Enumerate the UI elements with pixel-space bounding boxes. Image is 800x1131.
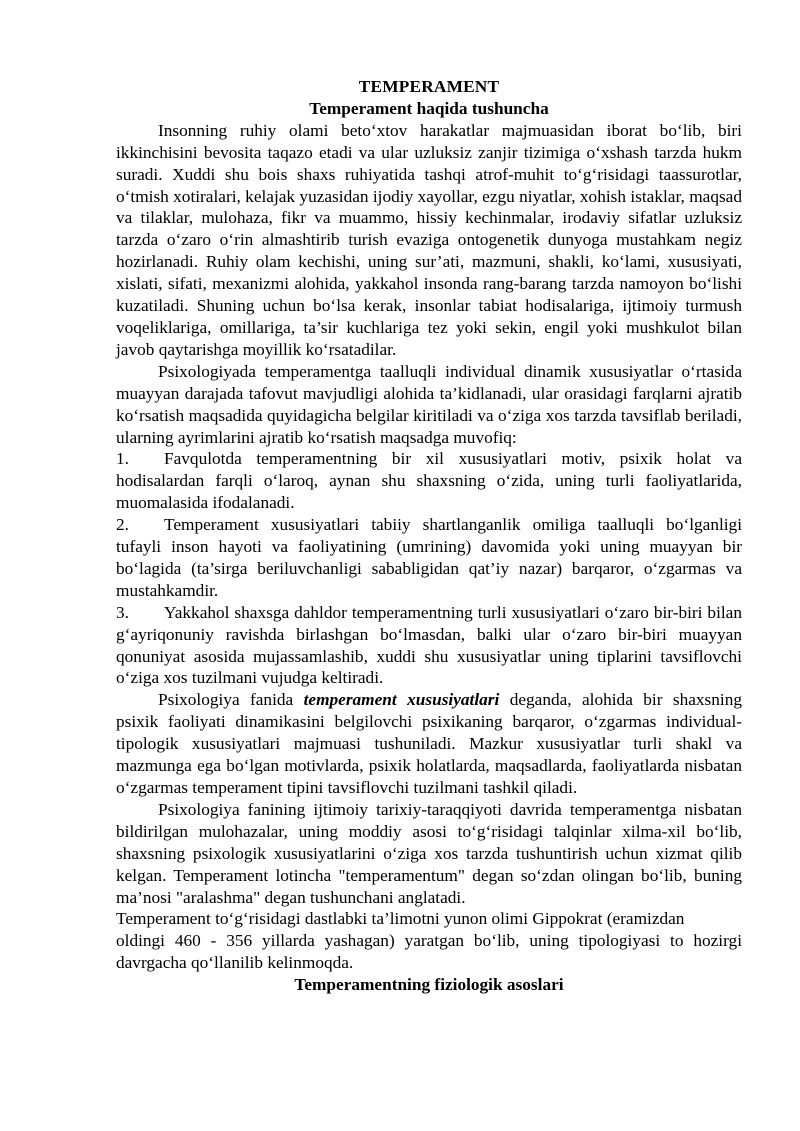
paragraph-3-end: deganda, alohida bir shaxsning psixik faoliyati dinamikasini belgilovchi psixikaning barqaror, o‘zgarmas individual-tipologik xususiyatlari majmuasi tushuniladi. Mazkur xususiyatlar turli shakl va mazmunga ega bo‘lgan motivlarda, psixik holatlarda, maqsadlarda, faoliyatlarda nisbatan o‘zgarmas temperament tipini tavsiflovchi tuzilmani tashkil qiladi. <box>116 690 742 797</box>
emphasized-term: temperament xususiyatlari <box>303 690 500 710</box>
list-text: Temperament xususiyatlari tabiiy shartlanganlik omiliga taalluqli bo‘lganligi tufayli inson hayoti va faoliyatining (umrining) davomida yoki uning muayyan bir bo‘lagida (ta’sirga beriluvchanligi sababligidan qat’iy nazar) barqaror, o‘zgarmas va mustahkamdir. <box>116 515 742 600</box>
paragraph-3-start: Psixologiya fanida <box>158 690 304 710</box>
paragraph-1: Insonning ruhiy olami beto‘xtov harakatlar majmuasidan iborat bo‘lib, biri ikkinchisini bevosita taqazo etadi va ular uzluksiz zanjir tizimiga o‘xshash tarzda hukm suradi. Xuddi shu bois shaxs ruhiyatida tashqi atrof-muhit to‘g‘risidagi taassurotlar, o‘tmish xotiralari, kelajak yuzasidan ijodiy xayollar, ezgu niyatlar, xohish istaklar, maqsad va tilaklar, mulohaza, fikr va muammo, hissiy kechinmalar, irodaviy sifatlar uzluksiz tarzda o‘zaro o‘rin almashtirib turish evaziga ontogenetik dunyoga mustahkam negiz hozirlanadi. Ruhiy olam kechishi, uning sur’ati, mazmuni, shakli, ko‘lami, xususiyati, xislati, sifati, mexanizmi alohida, yakkahol insonda rang-barang tarzda namoyon bo‘lishi kuzatiladi. Shuning uchun bo‘lsa kerak, insonlar tabiat hodisalariga, ijtimoiy turmush voqeliklariga, omillariga, ta’sir kuchlariga tez yoki sekin, engil yoki mushkulot bilan javob qaytarishga moyillik ko‘rsatadilar. <box>116 120 742 359</box>
document-subtitle: Temperament haqida tushuncha <box>309 98 549 118</box>
list-item-2 <box>116 514 742 602</box>
list-text: Favqulotda temperamentning bir xil xususiyatlari motiv, psixik holat va hodisalardan farqli o‘laroq, aynan shu shaxsning o‘zida, uning turli faoliyatlarida, muomalasida ifodalanadi. <box>116 449 742 513</box>
paragraph-5 <box>116 908 742 974</box>
paragraph-2: Psixologiyada temperamentga taalluqli individual dinamik xususiyatlar o‘rtasida muayyan darajada tafovut mavjudligi alohida ta’kidlanadi, ular orasidagi farqlarni ajratib ko‘rsatish maqsadida quyidagicha belgilar kiritiladi va o‘ziga xos tarzda tavsiflab beriladi, ularning ayrimlarini ajratib ko‘rsatish maqsadga muvofiq: <box>116 361 742 447</box>
list-text: Yakkahol shaxsga dahldor temperamentning turli xususiyatlari o‘zaro bir-biri bilan g‘ayriqonuniy ravishda birlashgan bo‘lmasdan, balki ular o‘zaro bir-biri muayyan qonuniyat asosida mujassamlashib, xuddi shu xususiyatlar uning tiplarini tavsiflovchi o‘ziga xos tuzilmani vujudga keltiradi. <box>116 602 742 688</box>
list-number: 2. <box>116 515 129 535</box>
paragraph-4: Psixologiya fanining ijtimoiy tarixiy-taraqqiyoti davrida temperamentga nisbatan bildirilgan mulohazalar, uning moddiy asosi to‘g‘risidagi talqinlar xilma-xil bo‘lib, shaxsning psixologik xususiyatlarini o‘ziga xos tarzda tushuntirish uchun xizmat qilib kelgan. Temperament lotincha "temperamentum" degan so‘zdan olingan bo‘lib, buning ma’nosi "aralashma" degan tushunchani anglatadi. <box>116 799 742 907</box>
list-item-3 <box>116 602 742 690</box>
paragraph-5-first-line: Temperament to‘g‘risidagi dastlabki ta’limotni yunon olimi Gippokrat (eramizdan <box>116 909 685 929</box>
list-number: 3. <box>116 602 129 622</box>
paragraph-3 <box>116 689 742 799</box>
list-item-1 <box>116 448 742 514</box>
document-title: TEMPERAMENT <box>358 77 500 96</box>
list-number: 1. <box>116 449 129 469</box>
section-title: Temperamentning fiziologik asoslari <box>294 975 564 995</box>
paragraph-5-rest: oldingi 460 - 356 yillarda yashagan) yaratgan bo‘lib, uning tipologiyasi to hozirgi davrgacha qo‘llanilib kelinmoqda. <box>116 931 742 973</box>
document-page <box>116 76 742 996</box>
